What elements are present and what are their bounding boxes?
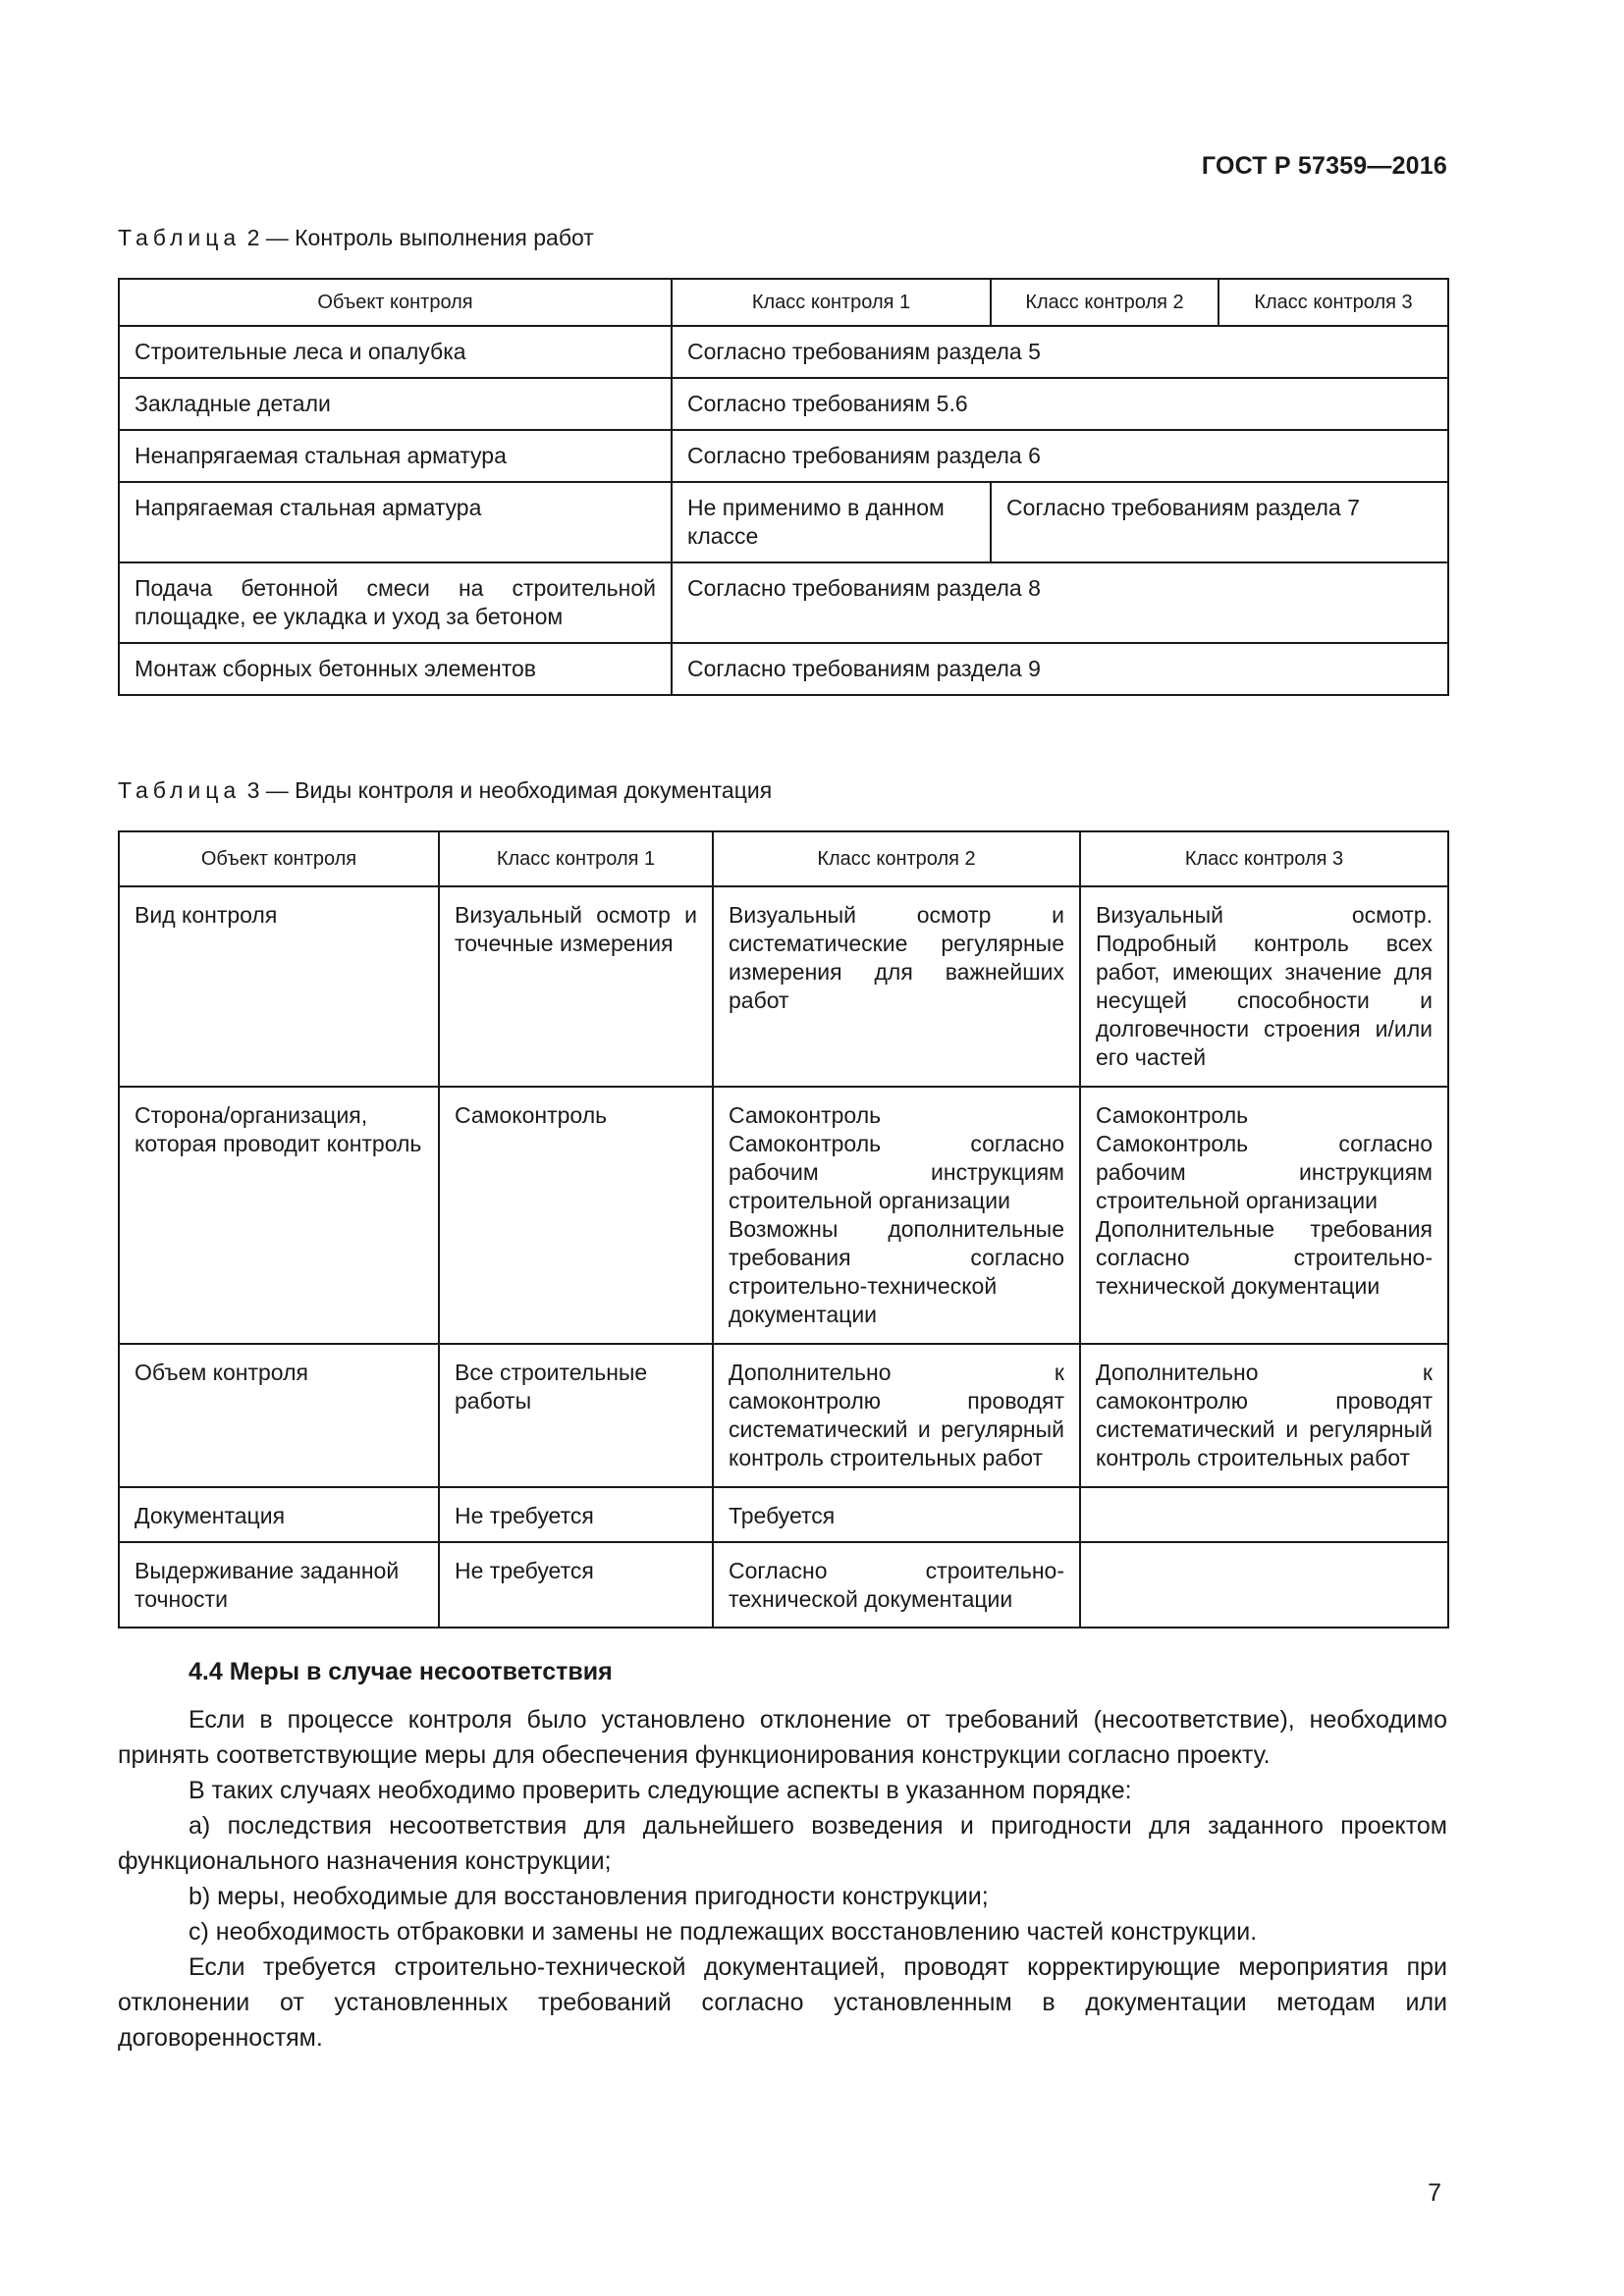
table-row: [119, 482, 1448, 562]
table3-header-row: [119, 831, 1448, 886]
table-row: [119, 430, 1448, 482]
table3-class1-cell: Визуальный осмотр и точечные измерения: [439, 886, 713, 1087]
table2-requirement-cell: Согласно требованиям раздела 5: [672, 326, 1448, 378]
paragraph: Если требуется строительно-технической документацией, проводят корректирующие мероприятия при отклонении от установленных требований согласно установленным в документации методам или договоренностям.: [118, 1953, 1447, 2052]
table3-class3-cell: Самоконтроль Самоконтроль согласно рабочим инструкциям строительной организации Дополнительные требования согласно строительно-технической документации: [1080, 1087, 1448, 1344]
table3-class1-cell: Самоконтроль: [439, 1087, 713, 1344]
table3-class2-cell: Визуальный осмотр и систематические регулярные измерения для важнейших работ: [713, 886, 1080, 1087]
table2-object-cell: Подача бетонной смеси на строительной площадке, ее укладка и уход за бетоном: [119, 562, 672, 643]
table-row: [119, 1344, 1448, 1487]
table3-caption-label: Таблица: [118, 777, 242, 803]
table3-caption: [118, 777, 772, 804]
list-item: b) меры, необходимые для восстановления пригодности конструкции;: [189, 1883, 989, 1910]
table2-header-row: [119, 279, 1448, 326]
table-row: [119, 886, 1448, 1087]
section-body: [118, 1702, 1447, 2056]
table2-requirement-cell: Согласно требованиям раздела 9: [672, 643, 1448, 695]
table2-header-class3: Класс контроля 3: [1218, 279, 1448, 326]
table3-class2-cell: Дополнительно к самоконтролю проводят систематический и регулярный контроль строительных работ: [713, 1344, 1080, 1487]
table2-header-class2: Класс контроля 2: [991, 279, 1218, 326]
table3-control-types: [118, 830, 1449, 1629]
list-item: а) последствия несоответствия для дальнейшего возведения и пригодности для заданного проектом функционального назначения конструкции;: [118, 1812, 1447, 1875]
table2-class23-cell: Согласно требованиям раздела 7: [991, 482, 1448, 562]
table2-requirement-cell: Согласно требованиям раздела 8: [672, 562, 1448, 643]
list-item: с) необходимость отбраковки и замены не подлежащих восстановлению частей конструкции.: [189, 1918, 1258, 1946]
table3-header-object: Объект контроля: [119, 831, 439, 886]
table3-class3-cell: [1080, 1542, 1448, 1628]
table-row: [119, 562, 1448, 643]
table2-caption: [118, 225, 594, 251]
table2-object-cell: Монтаж сборных бетонных элементов: [119, 643, 672, 695]
table2-requirement-cell: Согласно требованиям раздела 6: [672, 430, 1448, 482]
table2-object-cell: Закладные детали: [119, 378, 672, 430]
table3-class2-cell: Согласно строительно-технической документации: [713, 1542, 1080, 1628]
table3-object-cell: Вид контроля: [119, 886, 439, 1087]
table-row: [119, 378, 1448, 430]
table3-class1-cell: Не требуется: [439, 1487, 713, 1542]
table-row: [119, 1542, 1448, 1628]
table3-object-cell: Документация: [119, 1487, 439, 1542]
table3-header-class1: Класс контроля 1: [439, 831, 713, 886]
table3-caption-text: 3 — Виды контроля и необходимая документация: [246, 777, 773, 803]
table-row: [119, 1087, 1448, 1344]
document-code: ГОСТ Р 57359—2016: [1201, 152, 1447, 180]
table3-object-cell: Сторона/организация, которая проводит контроль: [119, 1087, 439, 1344]
table3-class1-cell: Не требуется: [439, 1542, 713, 1628]
table3-class3-cell: Дополнительно к самоконтролю проводят систематический и регулярный контроль строительных работ: [1080, 1344, 1448, 1487]
table3-class1-cell: Все строительные работы: [439, 1344, 713, 1487]
table2-requirement-cell: Согласно требованиям 5.6: [672, 378, 1448, 430]
table3-object-cell: Выдерживание заданной точности: [119, 1542, 439, 1628]
table-row: [119, 643, 1448, 695]
table-row: [119, 1487, 1448, 1542]
table2-control-of-works: [118, 278, 1449, 696]
table3-class2-cell: Самоконтроль Самоконтроль согласно рабочим инструкциям строительной организации Возможны дополнительные требования согласно строительно-технической документации: [713, 1087, 1080, 1344]
table2-object-cell: Строительные леса и опалубка: [119, 326, 672, 378]
paragraph: Если в процессе контроля было установлено отклонение от требований (несоответствие), необходимо принять соответствующие меры для обеспечения функционирования конструкции согласно проекту.: [118, 1706, 1447, 1769]
paragraph: В таких случаях необходимо проверить следующие аспекты в указанном порядке:: [189, 1777, 1132, 1804]
table2-header-object: Объект контроля: [119, 279, 672, 326]
table3-class3-cell: Визуальный осмотр. Подробный контроль всех работ, имеющих значение для несущей способности и долговечности строения и/или его частей: [1080, 886, 1448, 1087]
table2-object-cell: Напрягаемая стальная арматура: [119, 482, 672, 562]
table3-class3-cell: [1080, 1487, 1448, 1542]
table2-object-cell: Ненапрягаемая стальная арматура: [119, 430, 672, 482]
table2-caption-text: 2 — Контроль выполнения работ: [246, 225, 594, 250]
section-title: 4.4 Меры в случае несоответствия: [189, 1658, 613, 1685]
table-row: [119, 326, 1448, 378]
table2-header-class1: Класс контроля 1: [672, 279, 991, 326]
table2-class1-cell: Не применимо в данном классе: [672, 482, 991, 562]
table3-class2-cell: Требуется: [713, 1487, 1080, 1542]
table3-object-cell: Объем контроля: [119, 1344, 439, 1487]
page-number: 7: [1428, 2179, 1441, 2207]
table3-header-class3: Класс контроля 3: [1080, 831, 1448, 886]
table2-caption-label: Таблица: [118, 225, 242, 250]
table3-header-class2: Класс контроля 2: [713, 831, 1080, 886]
